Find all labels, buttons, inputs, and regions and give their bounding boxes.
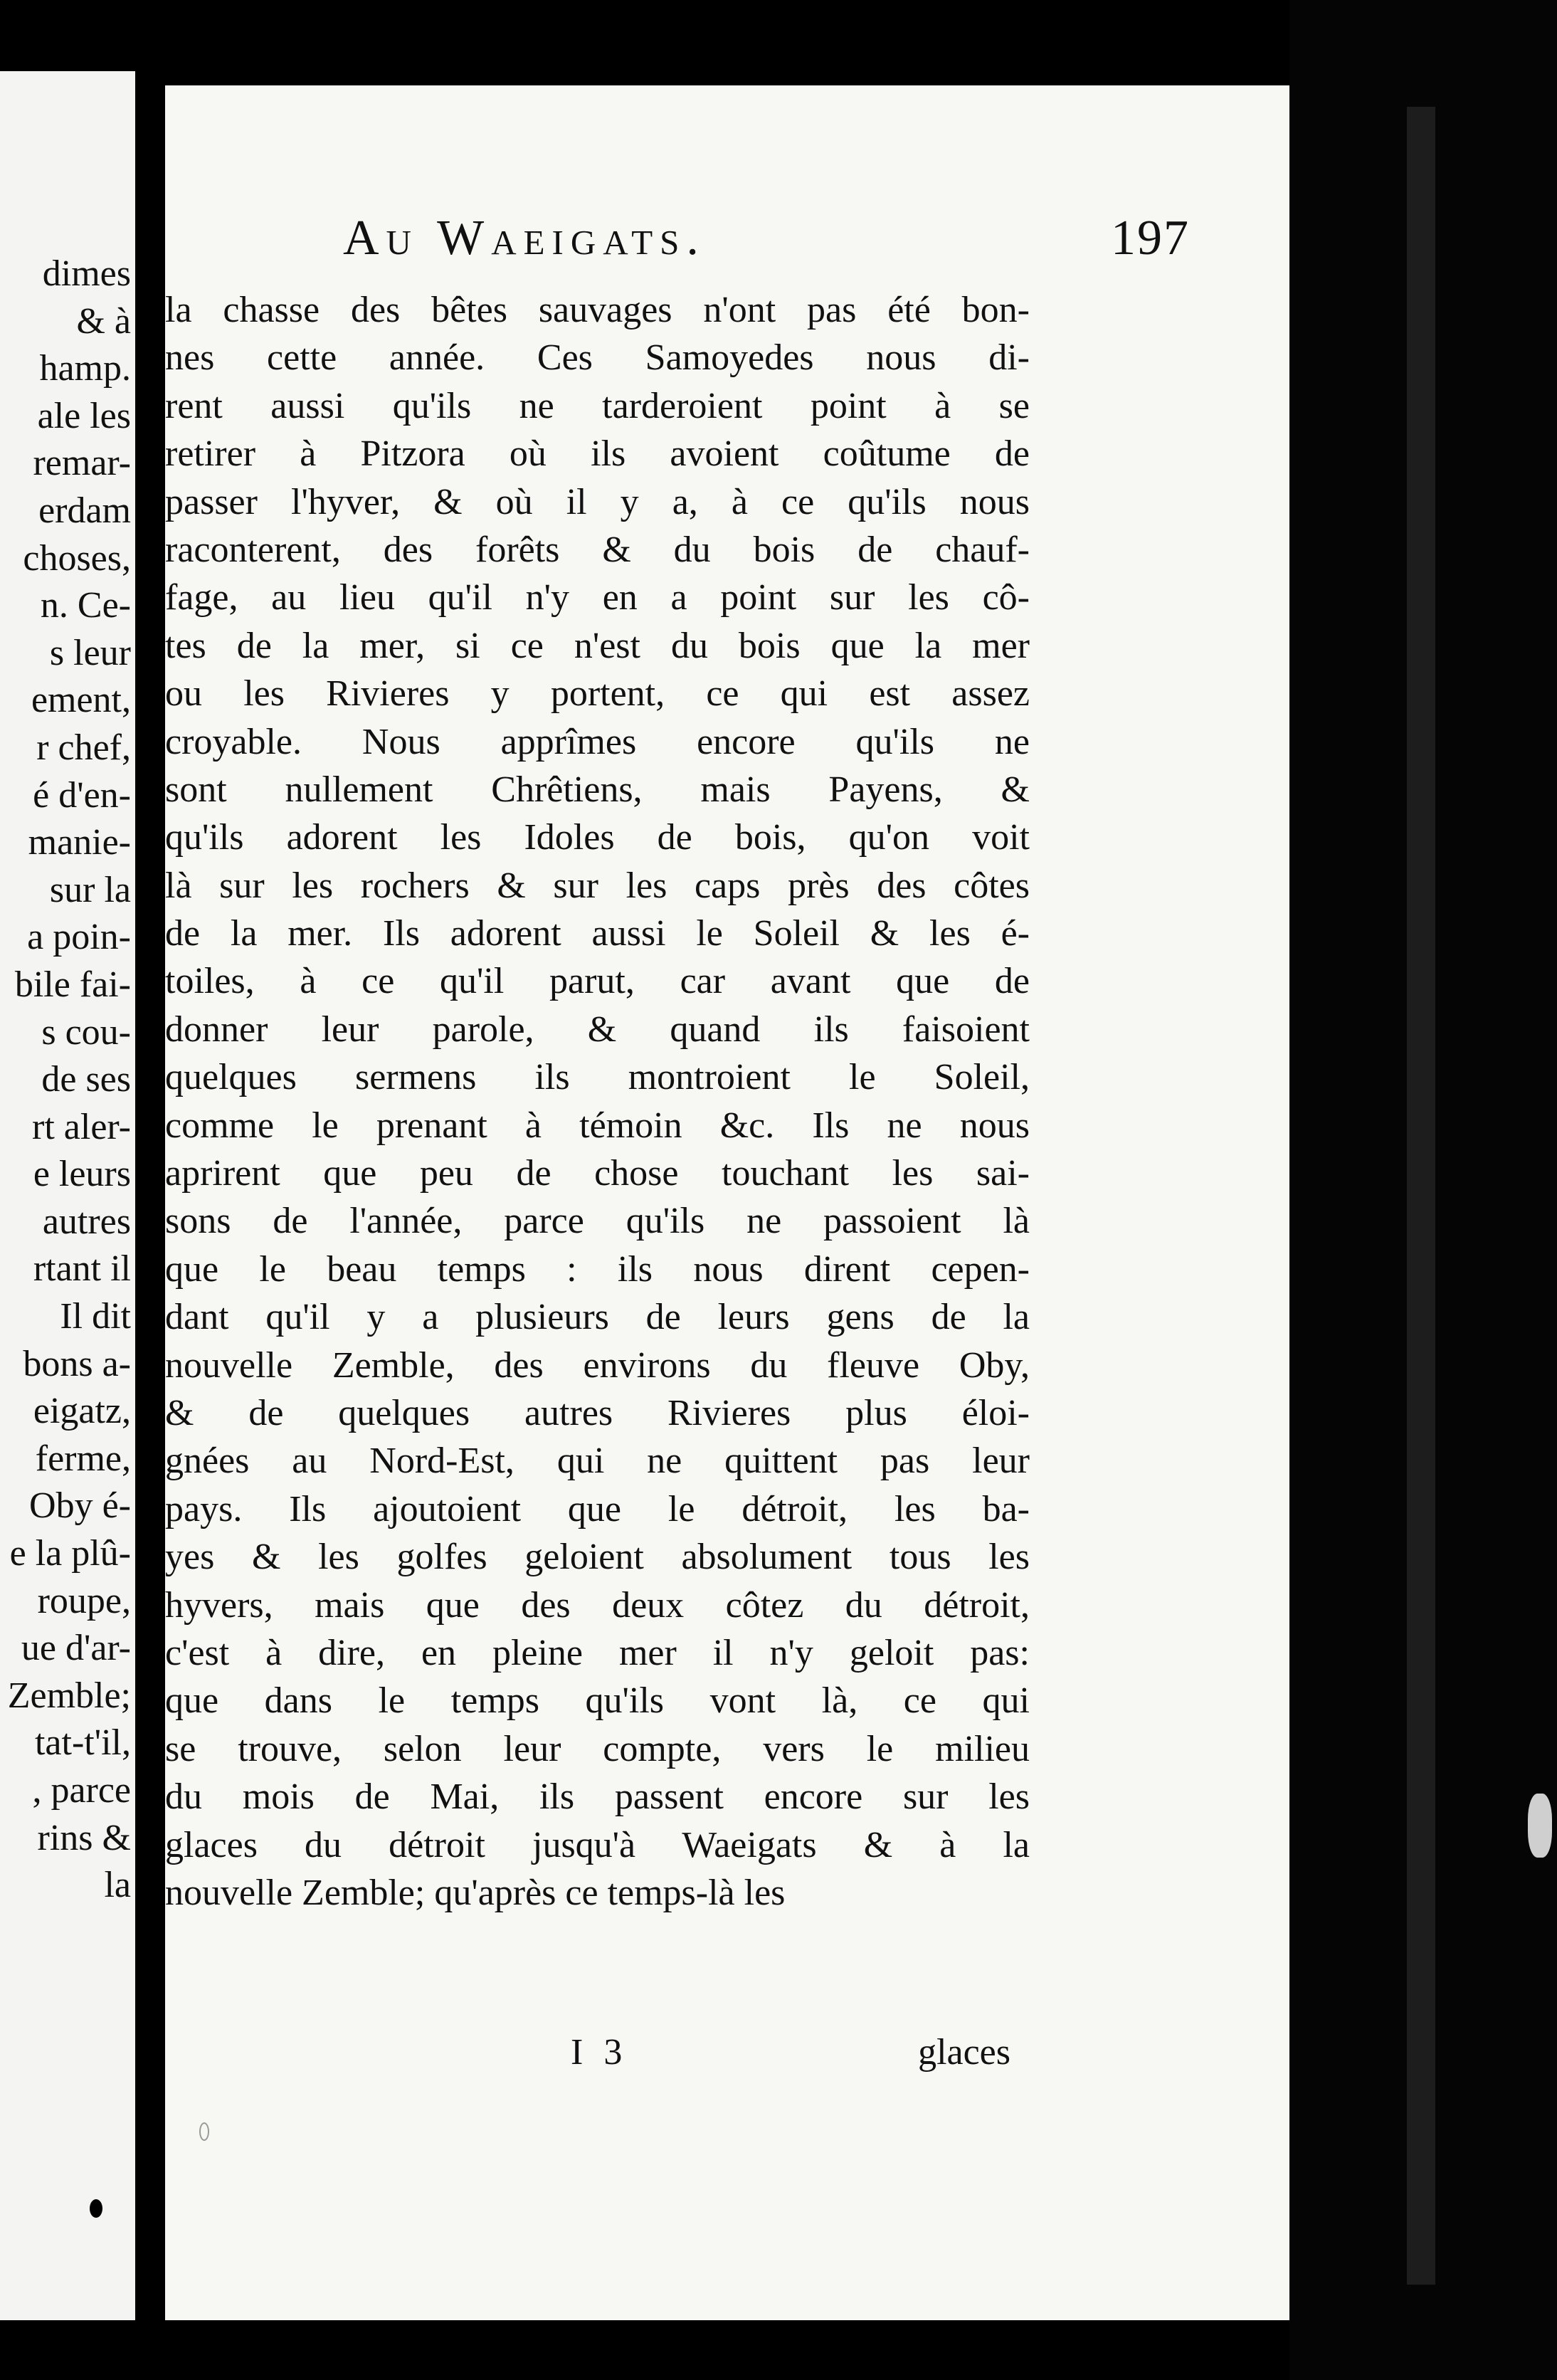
fragment-line: Oby é- [29, 1485, 131, 1527]
text-line: & de quelques autres Rivieres plus éloi- [165, 1392, 1030, 1433]
previous-page-text [8, 251, 131, 1910]
text-line: passer l'hyver, & où il y a, à ce qu'ils nous [165, 481, 1030, 522]
fragment-line: tat-t'il, [34, 1722, 131, 1764]
fragment-line: la [104, 1865, 131, 1906]
fragment-line: Zemble; [7, 1675, 131, 1716]
fragment-line: dimes [42, 253, 131, 294]
running-head: Au Waeigats. [343, 211, 706, 265]
fragment-line: e leurs [33, 1154, 131, 1195]
text-line: tes de la mer, si ce n'est du bois que la mer [165, 625, 1030, 666]
text-line: ou les Rivieres y portent, ce qui est assez [165, 673, 1030, 715]
fragment-line: é d'en- [33, 774, 131, 816]
page-body-text [165, 286, 1030, 1917]
text-line: nouvelle Zemble, des environs du fleuve Oby, [165, 1344, 1030, 1386]
paper-speck [199, 2122, 209, 2141]
page-edge-strip [1407, 107, 1435, 2285]
text-line: de la mer. Ils adorent aussi le Soleil & les é- [165, 913, 1030, 954]
fragment-line: ferme, [35, 1438, 131, 1479]
fragment-line: autres [42, 1201, 131, 1242]
text-line: donner leur parole, & quand ils faisoient [165, 1009, 1030, 1050]
fragment-line: eigatz, [33, 1391, 131, 1432]
fragment-line: manie- [28, 822, 131, 863]
fragment-line: r chef, [36, 727, 131, 768]
fragment-line: de ses [41, 1059, 131, 1100]
fragment-line: choses, [23, 537, 131, 579]
text-line: du mois de Mai, ils passent encore sur les [165, 1776, 1030, 1818]
page-header [343, 210, 1190, 281]
text-line: toiles, à ce qu'il parut, car avant que de [165, 961, 1030, 1002]
scan-artifact [1528, 1794, 1552, 1858]
text-line: raconterent, des forêts & du bois de chauf- [165, 529, 1030, 570]
scan-edge [1289, 0, 1557, 2380]
fragment-line: bile fai- [14, 964, 131, 1005]
text-line: que le beau temps : ils nous dirent cepen- [165, 1248, 1030, 1290]
text-line: croyable. Nous apprîmes encore qu'ils ne [165, 721, 1030, 762]
fragment-line: ement, [31, 680, 131, 721]
text-line: gnées au Nord-Est, qui ne quittent pas leur [165, 1441, 1030, 1482]
text-line: comme le prenant à témoin &c. Ils ne nous [165, 1105, 1030, 1146]
fragment-line: s cou- [41, 1011, 131, 1053]
text-line: retirer à Pitzora où ils avoient coûtume de [165, 433, 1030, 475]
text-line: nes cette année. Ces Samoyedes nous di- [165, 337, 1030, 379]
text-line: rent aussi qu'ils ne tarderoient point à se [165, 385, 1030, 426]
fragment-line: e la plû- [9, 1533, 131, 1574]
text-line: dant qu'il y a plusieurs de leurs gens de la [165, 1297, 1030, 1338]
text-line: aprirent que peu de chose touchant les sai- [165, 1153, 1030, 1194]
fragment-line: ale les [37, 395, 131, 436]
fragment-line: sur la [49, 869, 131, 910]
fragment-line: rtant il [33, 1248, 131, 1290]
fragment-line: hamp. [39, 348, 131, 389]
fragment-line: rins & [37, 1817, 131, 1858]
page-number: 197 [1111, 211, 1190, 265]
page-footer [165, 2031, 1010, 2088]
text-line: sons de l'année, parce qu'ils ne passoient là [165, 1201, 1030, 1242]
text-line: hyvers, mais que des deux côtez du détroit, [165, 1584, 1030, 1626]
signature-mark: I 3 [571, 2032, 628, 2073]
fragment-line: a poin- [27, 917, 131, 958]
text-line: pays. Ils ajoutoient que le détroit, les ba- [165, 1488, 1030, 1529]
fragment-line: Il dit [60, 1296, 131, 1337]
fragment-line: & à [76, 300, 131, 342]
text-line: qu'ils adorent les Idoles de bois, qu'on voit [165, 817, 1030, 858]
text-line: glaces du détroit jusqu'à Waeigats & à la [165, 1824, 1030, 1865]
fragment-line: s leur [49, 632, 131, 673]
fragment-line: bons a- [23, 1343, 131, 1384]
fragment-line: erdam [38, 490, 131, 531]
text-line: c'est à dire, en pleine mer il n'y geloit pas: [165, 1632, 1030, 1673]
text-line: là sur les rochers & sur les caps près des côtes [165, 865, 1030, 906]
fragment-line: remar- [33, 443, 131, 484]
text-line: fage, au lieu qu'il n'y en a point sur les cô- [165, 577, 1030, 618]
fragment-line: , parce [32, 1770, 131, 1811]
previous-page-fragment [0, 71, 135, 2320]
text-line: nouvelle Zemble; qu'après ce temps-là les [165, 1872, 786, 1913]
book-gutter [135, 0, 164, 2380]
text-line: quelques sermens ils montroient le Soleil, [165, 1057, 1030, 1098]
fragment-line: ue d'ar- [21, 1628, 131, 1669]
fragment-line: roupe, [37, 1580, 131, 1621]
text-line: yes & les golfes geloient absolument tous les [165, 1537, 1030, 1578]
book-page-197 [165, 85, 1289, 2320]
text-line: que dans le temps qu'ils vont là, ce qui [165, 1680, 1030, 1722]
fragment-line: rt aler- [32, 1106, 131, 1147]
text-line: sont nullement Chrêtiens, mais Payens, & [165, 769, 1030, 810]
catchword: glaces [918, 2032, 1010, 2073]
ink-spot [90, 2199, 102, 2218]
fragment-line: n. Ce- [40, 585, 131, 626]
text-line: se trouve, selon leur compte, vers le milieu [165, 1728, 1030, 1769]
text-line: la chasse des bêtes sauvages n'ont pas été bon- [165, 290, 1030, 330]
